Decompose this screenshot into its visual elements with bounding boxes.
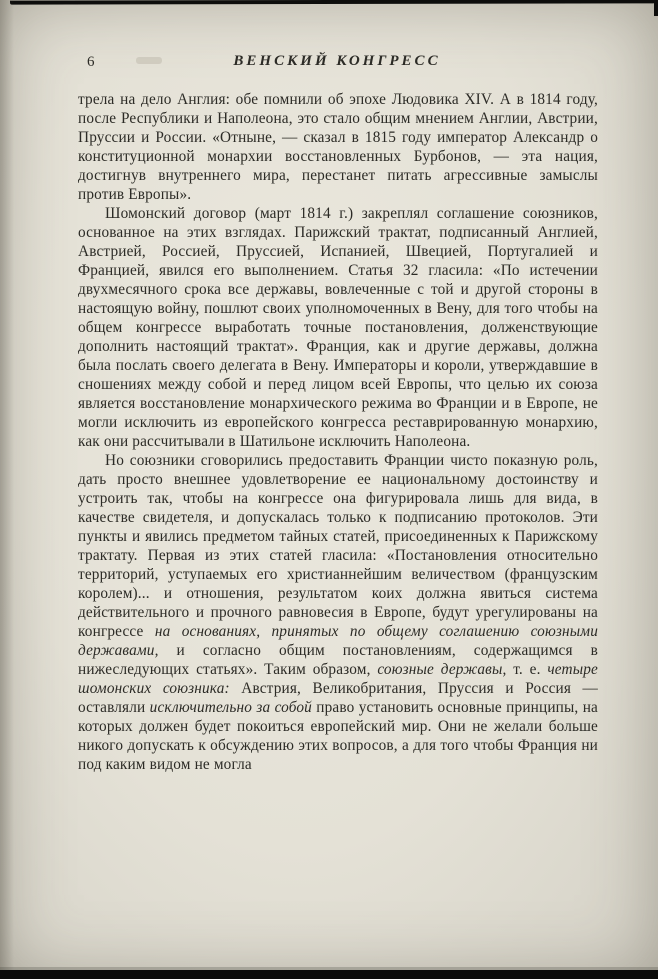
scan-edge-left-shade: [0, 0, 14, 979]
text-run: Но союзники сговорились предоставить Франции чисто показную роль, дать просто внешнее удовлетворение ее национальному достоинству и устроить так, чтобы на конгрессе она фигурировала лишь для вида, в качестве свидетеля, и допускалась только к подписанию протоколов. Эти пункты и явились предметом тайных статей, присоединенных к Парижскому трактату. Первая из этих статей гласила: «Постановления относительно территорий, уступаемых его христианнейшим величеством (французским королем)... и отношения, результатом коих должна явиться система действительного и прочного равновесия в Европе, будут урегулированы на конгрессе: [78, 452, 598, 640]
text-run: и согласно общим постановлениям, содержащимся в нижеследующих статьях». Таким образом,: [78, 642, 598, 678]
paragraph-1: [78, 90, 598, 204]
emphasized-text-run: на основаниях, принятых по общему соглашению союзными державами,: [78, 623, 598, 659]
text-run: трела на дело Англия: обе помнили об эпохе Людовика XIV. А в 1814 году, после Республики и Наполеона, это стало общим мнением Англии, Австрии, Пруссии и России. «Отныне, — сказал в 1815 году император Александр о конституционной монархии восстановленных Бурбонов, — эта нация, достигнув внутреннего мира, перестанет питать агрессивные замыслы против Европы».: [78, 91, 598, 203]
scan-edge-bottom: [0, 970, 658, 979]
paragraph-2: [78, 204, 598, 451]
scan-edge-top-right: [654, 0, 658, 16]
emphasized-text-run: союзные державы,: [377, 661, 507, 678]
emphasized-text-run: четыре шомонских союзника:: [78, 661, 598, 697]
text-run: Австрия, Великобритания, Пруссия и Россия — оставляли: [78, 680, 599, 716]
running-title: ВЕНСКИЙ КОНГРЕСС: [233, 53, 441, 69]
emphasized-text-run: исключительно за собой: [149, 699, 312, 716]
scan-edge-top: [10, 0, 655, 5]
paragraph-3: [78, 451, 598, 774]
text-run: Шомонский договор (март 1814 г.) закреплял соглашение союзников, основанное на этих взглядах. Парижский трактат, подписанный Англией, Австрией, Россией, Пруссией, Испанией, Швецией, Португалией и Францией, явился его выполнением. Статья 32 гласила: «По истечении двухмесячного срока все державы, вовлеченные с той и другой стороны в настоящую войну, пошлют своих уполномоченных в Вену, для того чтобы на общем конгрессе выработать точные постановления, долженствующие дополнить настоящий трактат». Франция, как и другие державы, должна была послать своего делегата в Вену. Императоры и короли, утверждавшие в сношениях между собой и перед лицом всей Европы, что целью их союза является восстановление монархического режима во Франции и в Европе, не могли исключить из европейского конгресса реставрированную монархию, как они рассчитывали в Шатильоне исключить Наполеона.: [78, 205, 598, 450]
page-body: [78, 90, 598, 774]
page-number: 6: [87, 54, 96, 70]
text-run: право установить основные принципы, на которых должен будет покоиться европейский мир. Они не желали больше никого допускать к обсуждению этих вопросов, а для того чтобы Франция ни под каким видом не могла: [78, 699, 598, 773]
running-head: [78, 53, 596, 73]
text-run: т. е.: [506, 661, 548, 678]
